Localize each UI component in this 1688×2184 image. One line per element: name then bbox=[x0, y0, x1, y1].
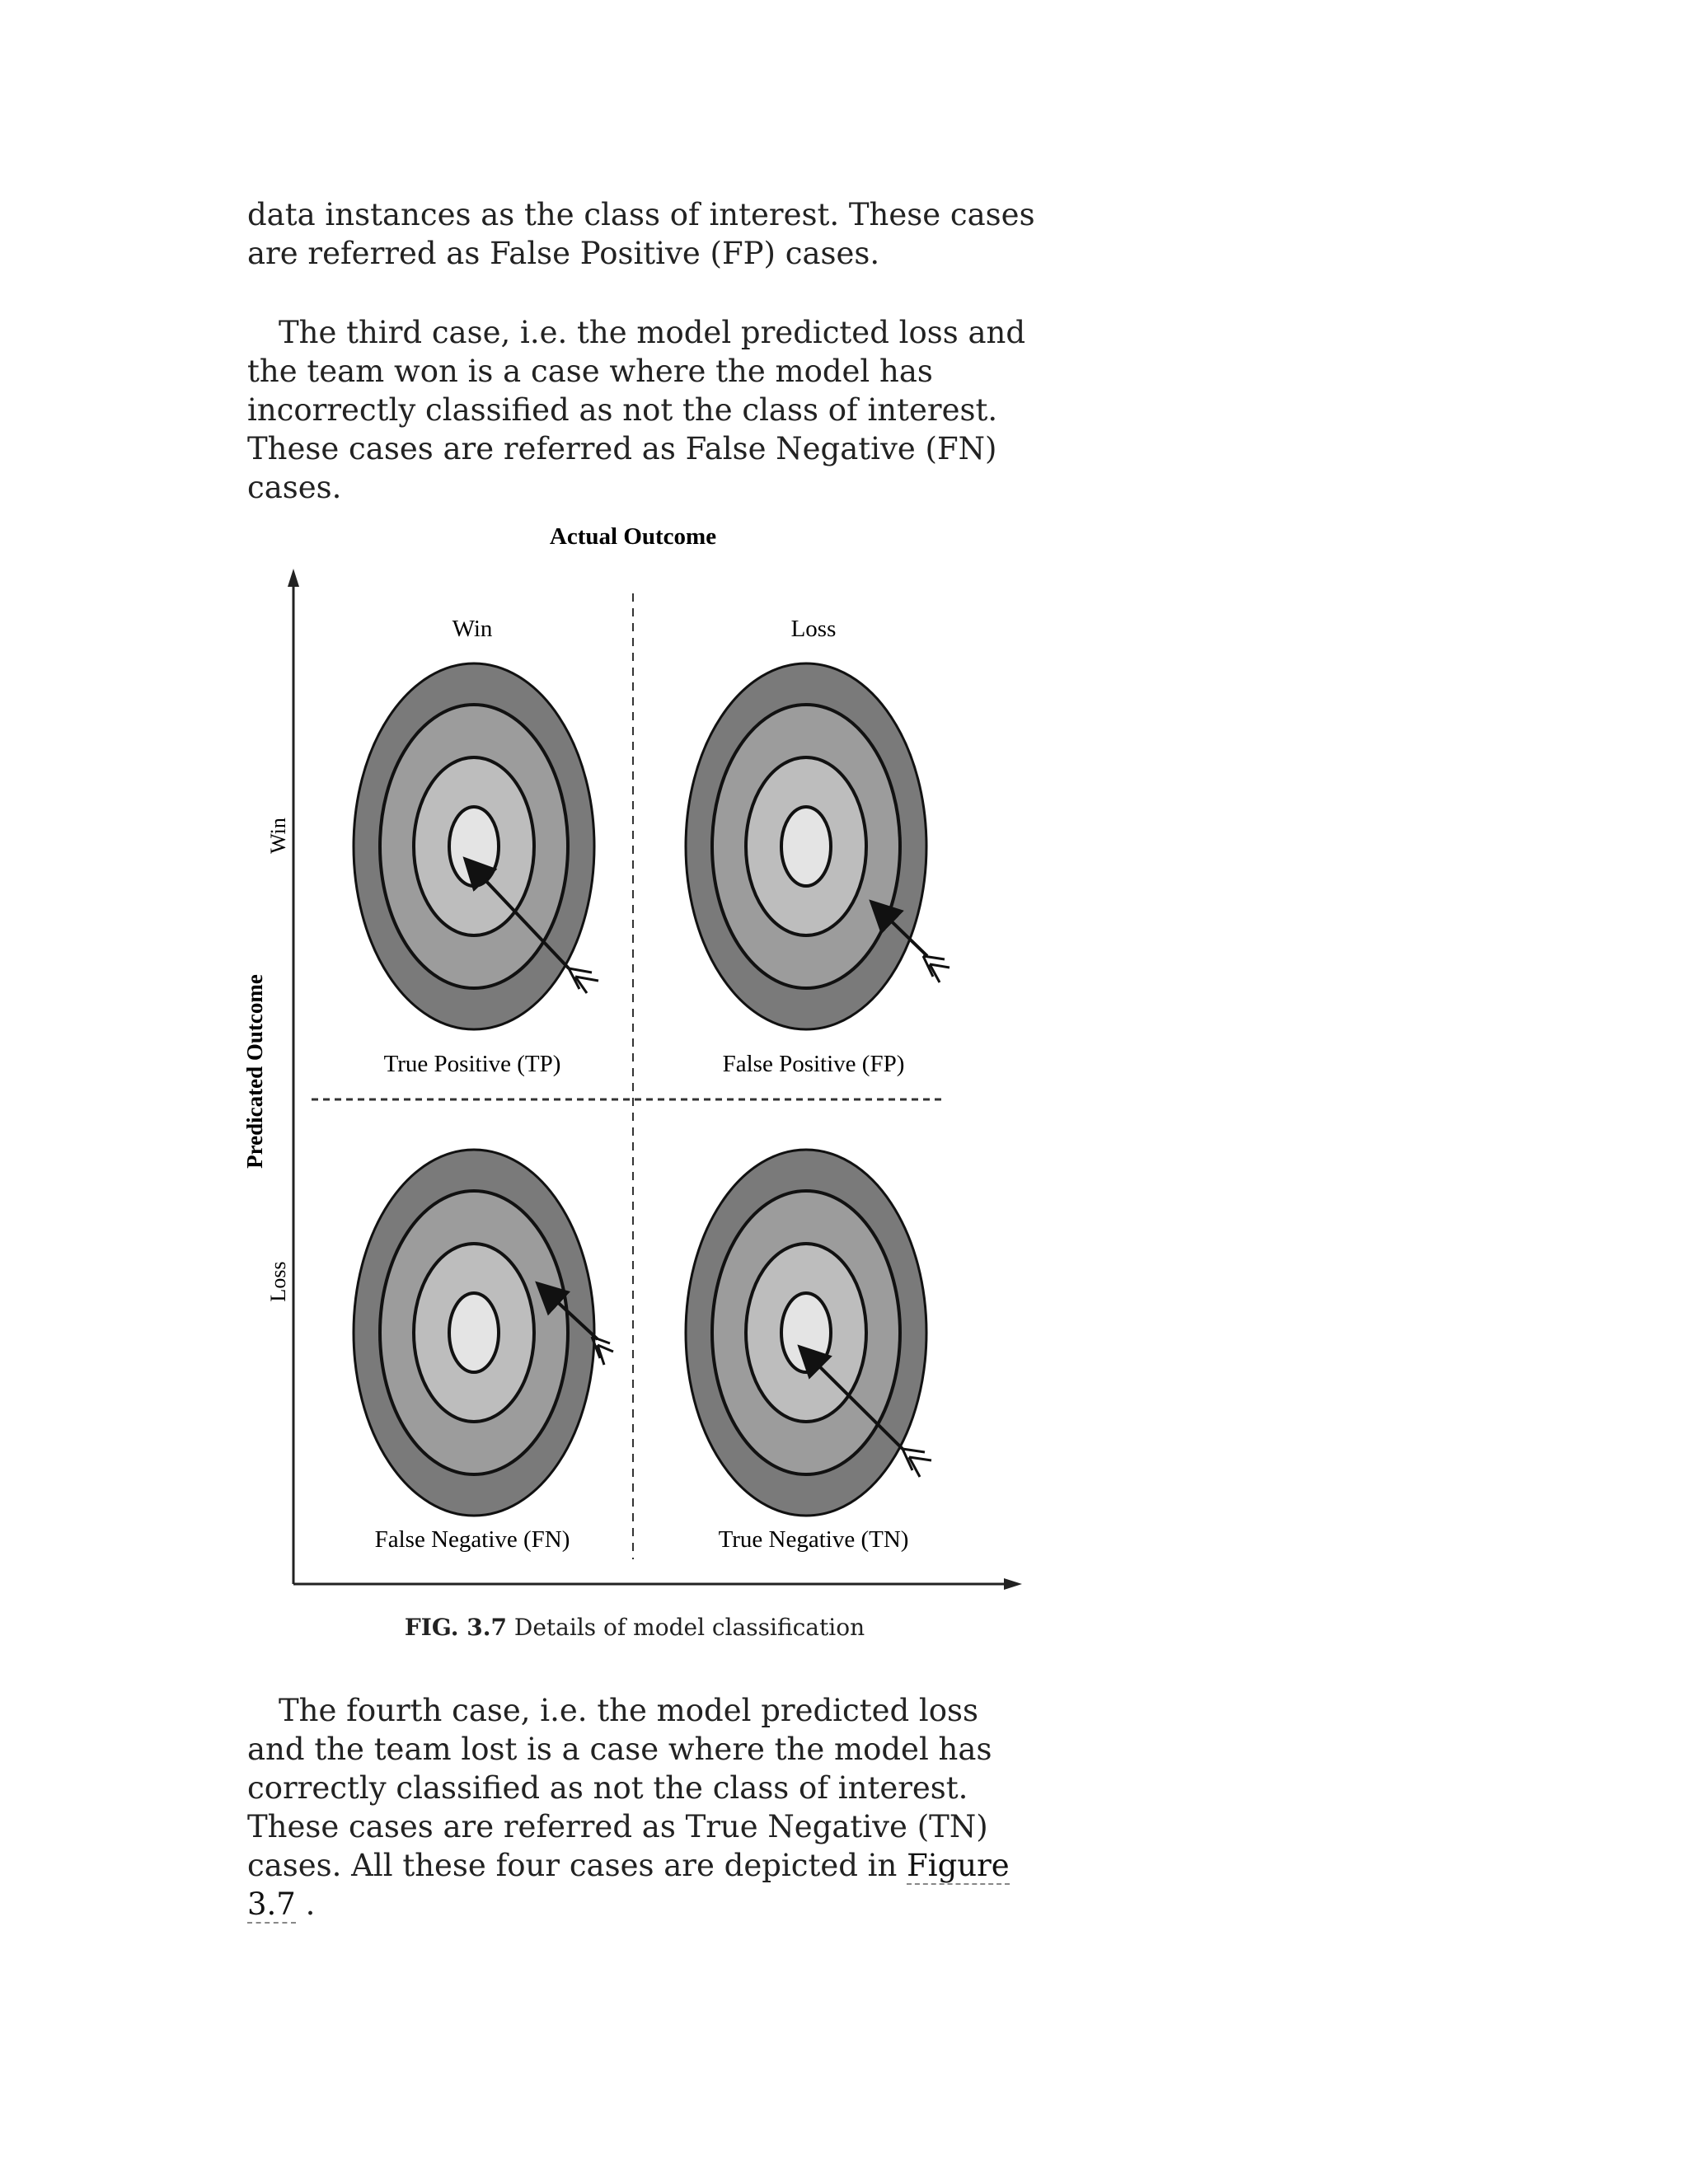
target-tn bbox=[686, 1150, 931, 1516]
predicted-outcome-title: Predicated Outcome bbox=[242, 974, 267, 1169]
column-label-win: Win bbox=[452, 616, 493, 642]
tp-label: True Positive (TP) bbox=[383, 1051, 561, 1077]
paragraph-tn-end: . bbox=[295, 1886, 316, 1922]
target-tp bbox=[354, 663, 598, 1029]
caption-label: FIG. 3.7 bbox=[404, 1614, 507, 1641]
row-label-loss: Loss bbox=[266, 1261, 290, 1302]
paragraph-tn-text: The fourth case, i.e. the model predicted loss and the team lost is a case where the model has correctly classified as not the class of interest. These cases are referred as True Negative (TN) cases. All these four cases are depicted in bbox=[247, 1693, 992, 1883]
paragraph-fn: The third case, i.e. the model predicted loss and the team won is a case where the model has incorrectly classified as not the class of interest. These cases are referred as False Negative (FN) cases. bbox=[247, 315, 1026, 505]
paragraph-fp: data instances as the class of interest. These cases are referred as False Positive (FP) cases. bbox=[247, 197, 1035, 271]
figure-caption bbox=[247, 1614, 1022, 1641]
target-fp bbox=[686, 663, 950, 1029]
target-fn bbox=[354, 1150, 613, 1516]
tn-label: True Negative (TN) bbox=[718, 1526, 909, 1553]
column-label-loss: Loss bbox=[790, 616, 837, 642]
fp-label: False Positive (FP) bbox=[722, 1051, 905, 1077]
caption-text: Details of model classification bbox=[507, 1614, 865, 1641]
paragraph-tn bbox=[247, 1691, 1039, 1924]
fn-label: False Negative (FN) bbox=[374, 1526, 570, 1553]
row-label-win: Win bbox=[266, 818, 290, 854]
figure-link[interactable]: Figure 3.7 bbox=[247, 1848, 1010, 1922]
actual-outcome-title: Actual Outcome bbox=[549, 523, 717, 550]
